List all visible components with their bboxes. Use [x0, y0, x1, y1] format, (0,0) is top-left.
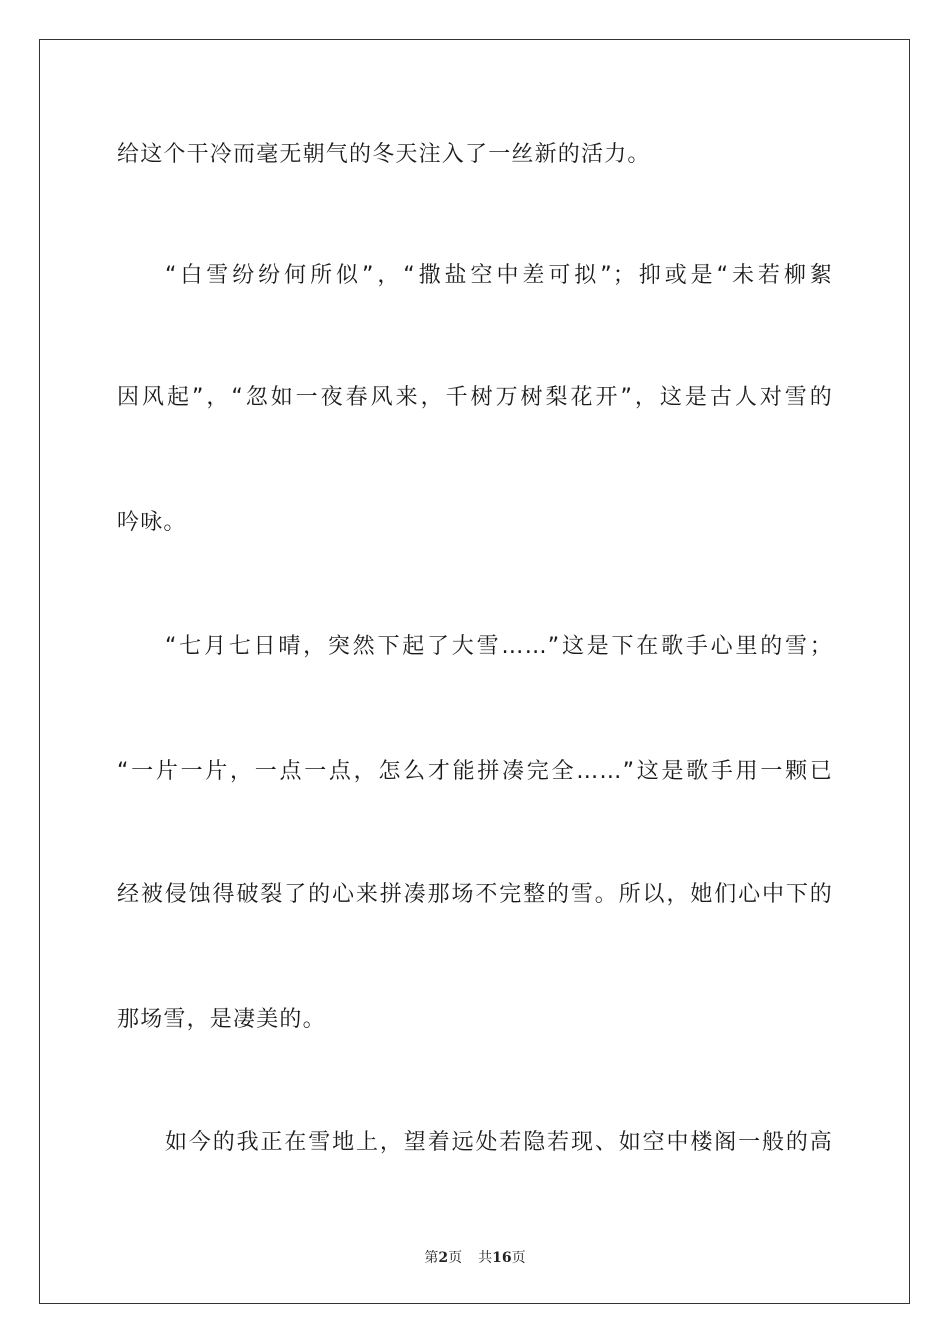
text-line-7: 经被侵蚀得破裂了的心来拼凑那场不完整的雪。所以，她们心中下的 [117, 882, 833, 907]
text-line-8: 那场雪，是凄美的。 [117, 1007, 326, 1032]
text-line-9: 如今的我正在雪地上，望着远处若隐若现、如空中楼阁一般的高 [165, 1130, 833, 1155]
footer-total-pages: 16 [492, 1250, 512, 1266]
footer-page-suffix: 页 [448, 1250, 463, 1266]
text-line-1: 给这个干冷而毫无朝气的冬天注入了一丝新的活力。 [117, 142, 651, 167]
text-line-4: 吟咏。 [117, 510, 187, 535]
page-border [39, 39, 910, 1304]
text-line-6: “一片一片，一点一点，怎么才能拼凑完全……”这是歌手用一颗已 [117, 759, 833, 784]
page-footer [0, 1247, 950, 1267]
footer-total-prefix: 共 [478, 1250, 493, 1266]
footer-page-prefix: 第 [424, 1250, 439, 1266]
footer-page-number: 2 [438, 1250, 449, 1266]
footer-total-suffix: 页 [511, 1250, 526, 1266]
text-line-3: 因风起”，“忽如一夜春风来，千树万树梨花开”，这是古人对雪的 [117, 385, 833, 410]
text-line-5: “七月七日晴，突然下起了大雪……”这是下在歌手心里的雪； [165, 634, 833, 659]
text-line-2: “白雪纷纷何所似”，“撒盐空中差可拟”；抑或是“未若柳絮 [165, 263, 833, 288]
